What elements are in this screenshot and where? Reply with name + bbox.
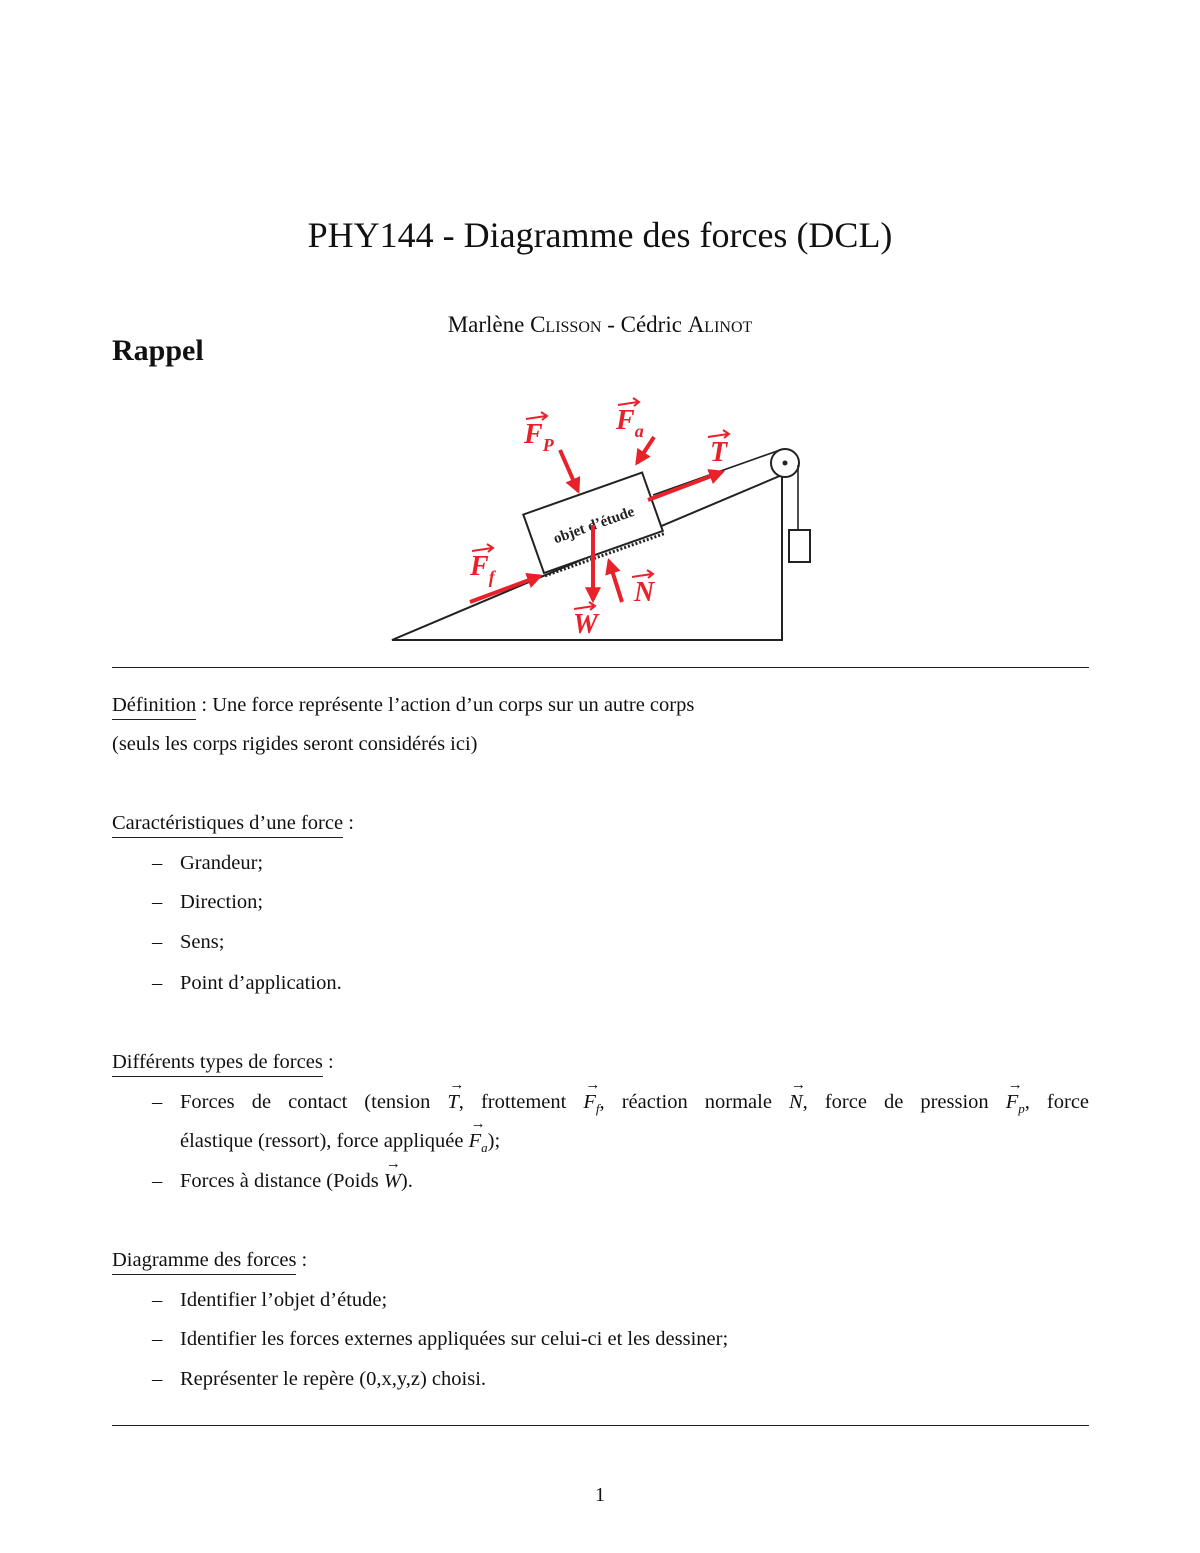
label-fp: $F_P$ [524,419,554,455]
definition-line-2: (seuls les corps rigides seront considérés ici) [112,733,478,755]
page-title: PHY144 - Diagramme des forces (DCL) [307,215,893,255]
force-arrow-n [609,561,622,602]
list-item-contact-forces-cont: élastique (ressort), force appliquée → $F_a$); [180,1130,500,1156]
list-dash: – [152,1289,163,1311]
list-item: Grandeur; [180,852,264,874]
definition-line [112,694,694,717]
page-number: 1 [595,1484,605,1506]
rule-bottom [112,1425,1089,1426]
section-heading-rappel: Rappel [112,334,204,367]
list-item: Identifier l’objet d’étude; [180,1289,388,1311]
author-2-first: Cédric [620,312,688,337]
inclined-plane-diagram [388,395,818,650]
force-arrow-t [648,472,722,500]
list-dash: – [152,1170,163,1192]
list-dash: – [152,1368,163,1390]
label-n: N [634,577,655,608]
diagram-heading: Diagramme des forces : [112,1249,307,1272]
list-item: Représenter le repère (0,x,y,z) choisi. [180,1368,487,1390]
list-item: Identifier les forces externes appliquées sur celui-ci et les dessiner; [180,1328,729,1350]
definition-label: Définition [112,694,196,720]
list-dash: – [152,931,163,953]
list-dash: – [152,891,163,913]
label-w: W [573,609,598,640]
list-item: Sens; [180,931,225,953]
force-arrow-fp [560,450,578,491]
characteristics-heading: Caractéristiques d’une force : [112,812,354,835]
list-dash: – [152,852,163,874]
label-fa: $F_a$ [616,405,644,441]
rule-top [112,667,1089,668]
types-label: Différents types de forces [112,1051,323,1077]
definition-text: : Une force représente l’action d’un corps sur un autre corps [196,694,695,716]
label-t: T [710,437,728,468]
list-item-distance-forces: Forces à distance (Poids → W). [180,1170,413,1193]
list-item-contact-forces: Forces de contact (tension → T, frottement → $F_f$, réaction normale → N, force de pression → $F_p$, force [180,1091,1089,1117]
author-1-last: Clisson [530,312,602,337]
label-ff: $F_f$ [470,551,495,587]
force-diagram-figure [388,395,818,655]
list-dash: – [152,1091,163,1113]
characteristics-label: Caractéristiques d’une force [112,812,343,838]
list-dash: – [152,972,163,994]
diagram-label: Diagramme des forces [112,1249,296,1275]
object-label: objet d’étude [551,503,637,548]
list-dash: – [152,1328,163,1350]
pulley-axle [783,461,788,466]
author-2-last: Alinot [687,312,753,337]
hanging-mass [789,530,810,562]
list-item: Point d’application. [180,972,342,994]
author-separator: - [601,312,621,337]
types-heading: Différents types de forces : [112,1051,334,1074]
author-1-first: Marlène [447,312,531,337]
list-item: Direction; [180,891,264,913]
